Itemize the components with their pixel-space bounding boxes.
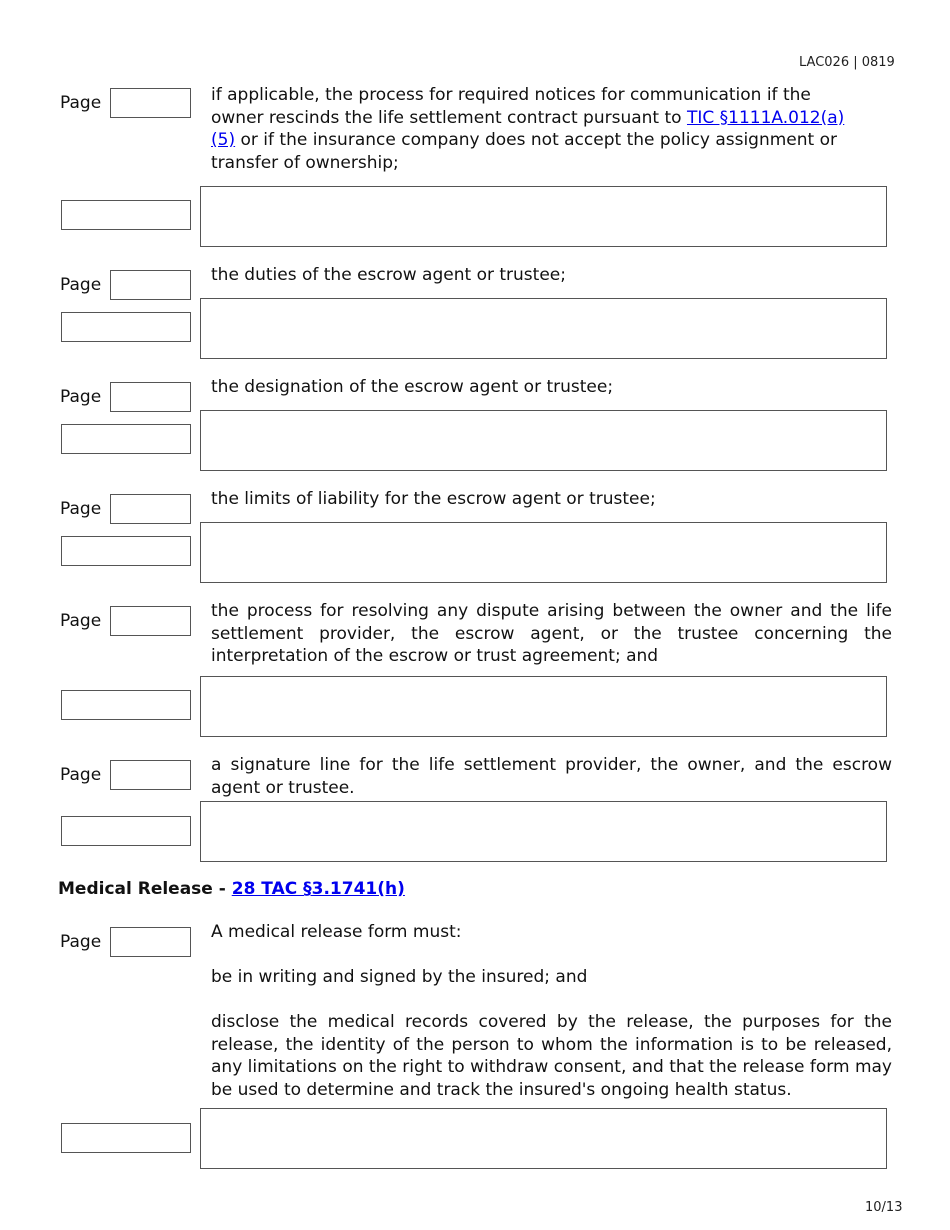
comment-box[interactable] bbox=[200, 522, 887, 583]
page-label: Page bbox=[60, 765, 102, 785]
page-number-input[interactable] bbox=[110, 927, 191, 957]
comment-box[interactable] bbox=[200, 801, 887, 862]
page-number-input[interactable] bbox=[110, 270, 191, 300]
comment-box[interactable] bbox=[200, 298, 887, 359]
reference-input[interactable] bbox=[61, 690, 191, 720]
comment-box[interactable] bbox=[200, 410, 887, 471]
tic-link[interactable]: TIC §1111A.012(a)(5) bbox=[211, 107, 845, 150]
page-label: Page bbox=[60, 275, 102, 295]
requirement-text-liability: the limits of liability for the escrow agent or trustee; bbox=[211, 489, 656, 509]
reference-input[interactable] bbox=[61, 312, 191, 342]
page-label: Page bbox=[60, 499, 102, 519]
requirement-text-dispute: the process for resolving any dispute arising between the owner and the life settlement provider, the escrow agent, or the trustee concerning the interpretation of the escrow or trust agreement; and bbox=[211, 601, 892, 666]
requirement-text-designation: the designation of the escrow agent or trustee; bbox=[211, 377, 614, 397]
reference-input[interactable] bbox=[61, 424, 191, 454]
medical-release-intro: A medical release form must: bbox=[211, 922, 462, 942]
reference-input[interactable] bbox=[61, 816, 191, 846]
page-label: Page bbox=[60, 387, 102, 407]
reference-input[interactable] bbox=[61, 1123, 191, 1153]
comment-box[interactable] bbox=[200, 186, 887, 247]
requirement-text-duties: the duties of the escrow agent or trustee; bbox=[211, 265, 566, 285]
page-label: Page bbox=[60, 932, 102, 952]
requirement-text-signature: a signature line for the life settlement provider, the owner, and the escrow agent or trustee. bbox=[211, 755, 892, 798]
page-number-input[interactable] bbox=[110, 88, 191, 118]
page-label: Page bbox=[60, 611, 102, 631]
form-id: LAC026 | 0819 bbox=[799, 55, 895, 70]
page-number-input[interactable] bbox=[110, 494, 191, 524]
tac-link[interactable]: 28 TAC §3.1741(h) bbox=[231, 879, 405, 899]
medical-release-point-1: be in writing and signed by the insured; and bbox=[211, 967, 588, 987]
section-heading-medical-release: Medical Release - 28 TAC §3.1741(h) bbox=[58, 879, 405, 899]
requirement-text-notices: if applicable, the process for required notices for communication if the owner rescinds the life settlement contract pursuant to TIC §1111A.012(a)(5) or if the insurance company does not accept the policy assignment or transfer of ownership; bbox=[211, 85, 845, 173]
comment-box[interactable] bbox=[200, 676, 887, 737]
page-number-input[interactable] bbox=[110, 760, 191, 790]
reference-input[interactable] bbox=[61, 536, 191, 566]
page-number: 10/13 bbox=[865, 1200, 903, 1215]
page-label: Page bbox=[60, 93, 102, 113]
page-number-input[interactable] bbox=[110, 382, 191, 412]
medical-release-point-2: disclose the medical records covered by the release, the purposes for the release, the identity of the person to whom the information is to be released, any limitations on the right to withdraw consent, and that the release form may be used to determine and track the insured's ongoing health status. bbox=[211, 1012, 892, 1100]
page-number-input[interactable] bbox=[110, 606, 191, 636]
comment-box[interactable] bbox=[200, 1108, 887, 1169]
reference-input[interactable] bbox=[61, 200, 191, 230]
